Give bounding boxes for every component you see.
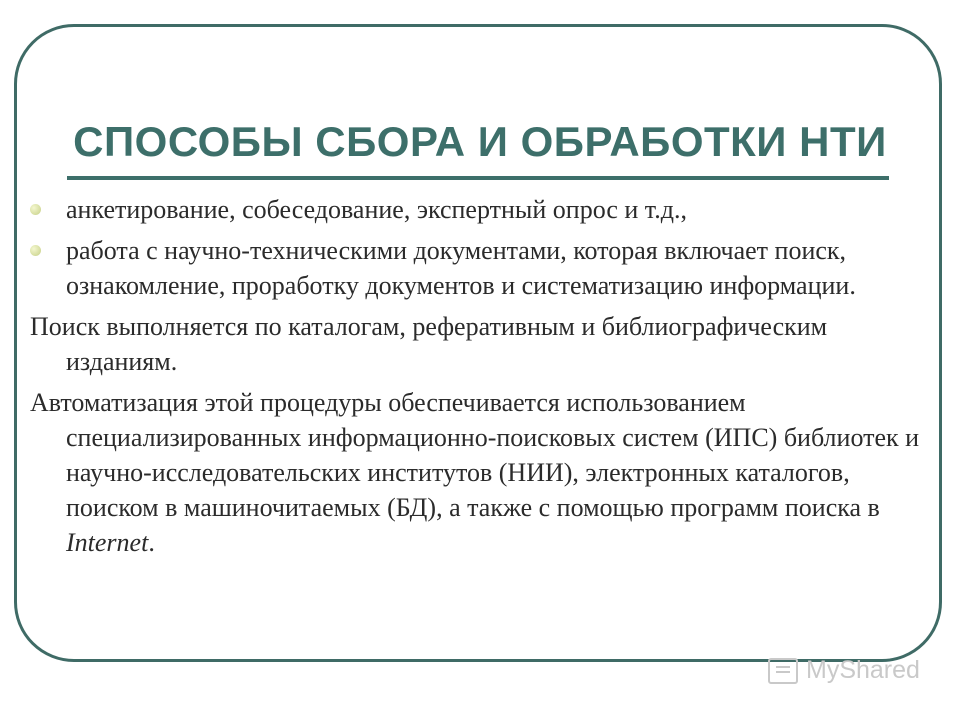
slide-content (30, 192, 930, 560)
bullet-item (30, 233, 930, 303)
bullet-item (30, 192, 930, 227)
paragraph-search: Поиск выполняется по каталогам, реферативным и библиографическим изданиям. (30, 312, 828, 376)
slide-title: СПОСОБЫ СБОРА И ОБРАБОТКИ НТИ (73, 118, 887, 165)
bullet-text: анкетирование, собеседование, экспертный опрос и т.д., (66, 195, 687, 224)
watermark (768, 656, 920, 685)
presentation-icon (768, 658, 798, 684)
paragraph-end: . (148, 528, 155, 557)
bullet-dot-icon (30, 245, 41, 256)
watermark-text: MyShared (806, 656, 920, 684)
bullet-text: работа с научно-техническими документами, которая включает поиск, ознакомление, проработку документов и систематизацию информации. (66, 236, 856, 300)
paragraph-automation-text: Автоматизация этой процедуры обеспечивается использованием специализированных информационно-поисковых систем (ИПС) библиотек и научно-исследовательских институтов (НИИ), электронных каталогов, поиском в машиночитаемых (БД), а также с помощью программ поиска в (30, 388, 920, 522)
bullet-dot-icon (30, 204, 41, 215)
paragraph-automation (30, 385, 930, 560)
title-underline (67, 176, 889, 180)
internet-term: Internet (66, 528, 149, 557)
